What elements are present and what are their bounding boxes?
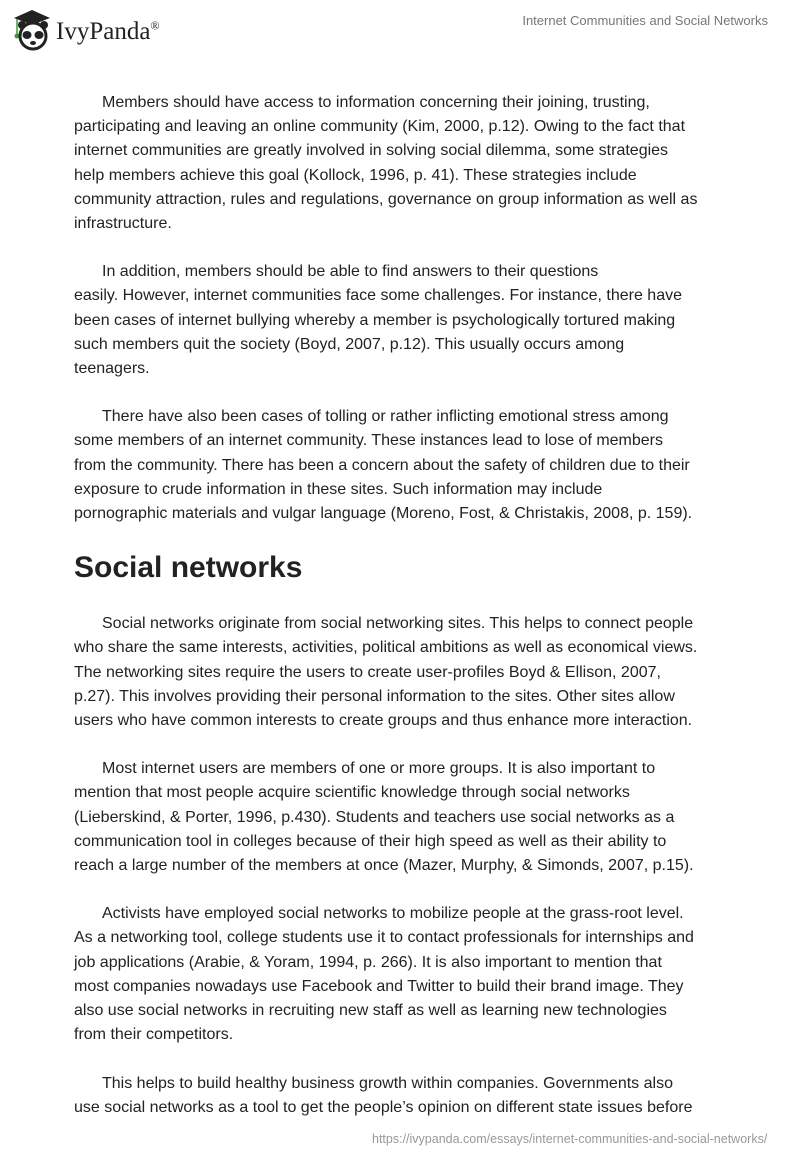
text-line: The networking sites require the users to create user-profiles Boyd & Ellison, 2007, [74, 663, 661, 681]
text-line: community attraction, rules and regulations, governance on group information as well as [74, 190, 698, 208]
text-line: There have also been cases of tolling or rather inflicting emotional stress among [102, 408, 669, 426]
text-line: Activists have employed social networks to mobilize people at the grass-root level. [102, 905, 684, 923]
section-heading: Social networks [74, 551, 303, 585]
registered-mark: ® [150, 18, 160, 33]
text-line: internet communities are greatly involved in solving social dilemma, some strategies [74, 142, 669, 160]
logo-text: IvyPanda [56, 18, 151, 45]
text-line: p.27). This involves providing their personal information to the sites. Other sites allow [74, 687, 675, 705]
text-line: (Lieberskind, & Porter, 1996, p.430). Students and teachers use social networks as a [74, 808, 675, 826]
paragraph [74, 612, 754, 733]
text-line: who share the same interests, activities, political ambitions as well as economical views. [74, 639, 698, 657]
text-line: help members achieve this goal (Kollock, 1996, p. 41). These strategies include [74, 166, 637, 184]
text-line: communication tool in colleges because of their high speed as well as their ability to [74, 832, 667, 850]
footer-url[interactable]: https://ivypanda.com/essays/internet-communities-and-social-networks/ [372, 1132, 768, 1146]
text-line: participating and leaving an online community (Kim, 2000, p.12). Owing to the fact that [74, 118, 686, 136]
text-line: use social networks as a tool to get the people’s opinion on different state issues before [74, 1098, 693, 1116]
text-line: easily. However, internet communities face some challenges. For instance, there have [74, 287, 682, 305]
text-line: pornographic materials and vulgar language (Moreno, Fost, & Christakis, 2008, p. 159). [74, 505, 693, 523]
text-line: from their competitors. [74, 1026, 234, 1044]
paragraph [74, 91, 754, 236]
text-line: been cases of internet bullying whereby a member is psychologically tortured making [74, 311, 676, 329]
text-line: also use social networks in recruiting new staff as well as learning new technologies [74, 1002, 667, 1020]
text-line: Social networks originate from social networking sites. This helps to connect people [102, 615, 694, 633]
text-line: Members should have access to information concerning their joining, trusting, [102, 94, 650, 111]
article-body [74, 91, 754, 1144]
text-line: some members of an internet community. These instances lead to lose of members [74, 432, 664, 450]
paragraph [74, 260, 754, 381]
text-line: job applications (Arabie, & Yoram, 1994, p. 266). It is also important to mention that [74, 953, 662, 971]
text-line: reach a large number of the members at once (Mazer, Murphy, & Simonds, 2007, p.15). [74, 857, 694, 875]
document-title: Internet Communities and Social Networks [522, 13, 768, 28]
panda-logo-icon [12, 8, 52, 52]
text-line: teenagers. [74, 360, 150, 378]
paragraph [74, 902, 754, 1047]
paragraph [74, 757, 754, 878]
text-line: This helps to build healthy business growth within companies. Governments also [102, 1074, 673, 1092]
text-line: mention that most people acquire scientific knowledge through social networks [74, 784, 630, 802]
logo[interactable] [12, 8, 160, 52]
text-line: In addition, members should be able to find answers to their questions [102, 263, 599, 281]
text-line: most companies nowadays use Facebook and Twitter to build their brand image. They [74, 977, 684, 995]
text-line: from the community. There has been a concern about the safety of children due to their [74, 456, 690, 474]
text-line: users who have common interests to create groups and thus enhance more interaction. [74, 712, 693, 730]
text-line: exposure to crude information in these sites. Such information may include [74, 480, 603, 498]
header [0, 0, 800, 60]
text-line: infrastructure. [74, 215, 172, 233]
paragraph [74, 1072, 754, 1120]
text-line: As a networking tool, college students use it to contact professionals for internships and [74, 929, 694, 947]
text-line: Most internet users are members of one or more groups. It is also important to [102, 760, 656, 778]
paragraph [74, 405, 754, 526]
text-line: such members quit the society (Boyd, 2007, p.12). This usually occurs among [74, 335, 625, 353]
